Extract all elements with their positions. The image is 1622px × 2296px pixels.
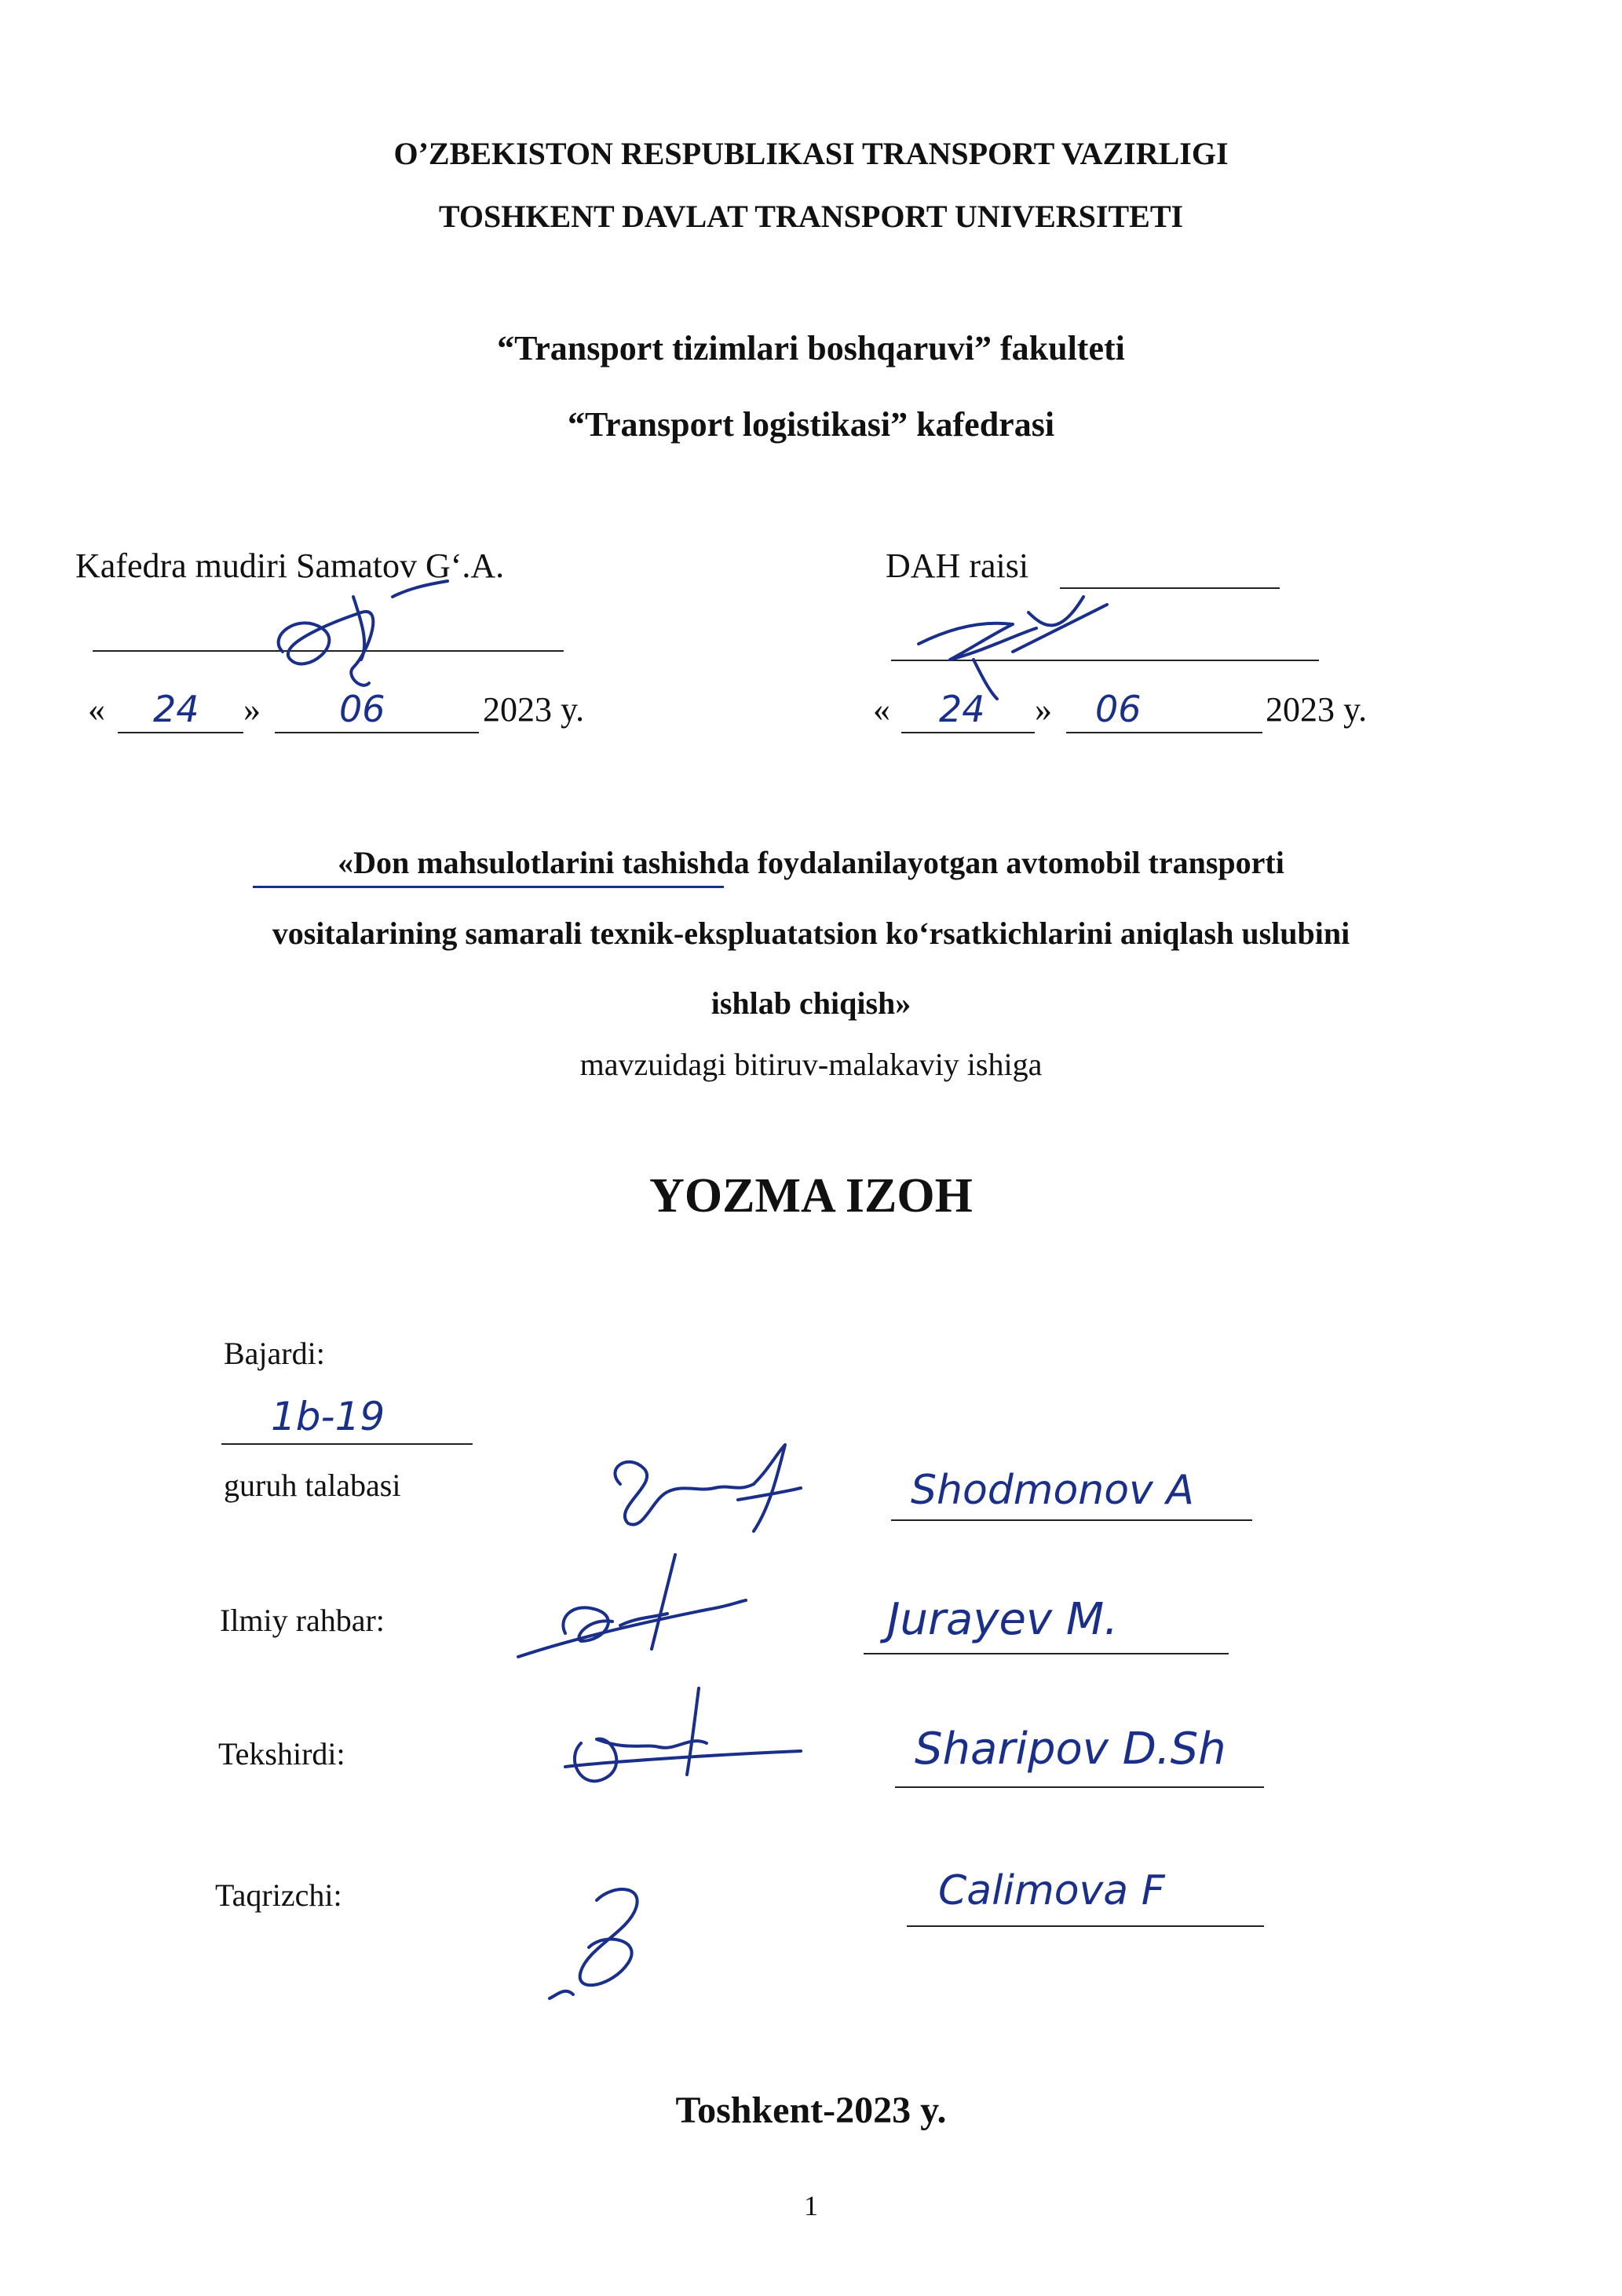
group-handwritten: 1b-19 (271, 1394, 385, 1439)
month-handwritten: 06 (339, 688, 385, 730)
bajardi-label: Bajardi: (224, 1336, 325, 1371)
student-signature (597, 1437, 809, 1547)
advisor-label: Ilmiy rahbar: (220, 1603, 385, 1638)
topic-subtitle: mavzuidagi bitiruv-malakaviy ishiga (579, 1047, 1043, 1082)
month-line (275, 732, 479, 733)
department-heading: “Transport logistikasi” kafedrasi (567, 405, 1055, 444)
dah-chair-label: DAH raisi (886, 547, 1029, 585)
city-year: Toshkent-2023 y. (675, 2089, 947, 2131)
advisor-signature (502, 1539, 754, 1665)
month-handwritten: 06 (1095, 688, 1142, 730)
university-heading: TOSHKENT DAVLAT TRANSPORT UNIVERSITETI (438, 199, 1184, 234)
checker-signature (550, 1680, 809, 1798)
page-number: 1 (804, 2190, 818, 2221)
day-line (118, 732, 243, 733)
year-label: 2023 y. (1266, 690, 1368, 729)
group-line (221, 1443, 473, 1445)
year-label: 2023 y. (483, 690, 585, 729)
day-handwritten: 24 (153, 688, 199, 730)
date-quote-close: » (1035, 690, 1052, 729)
topic-line-2: vositalarining samarali texnik-ekspluatatsion ko‘rsatkichlarini aniqlash uslubini (272, 916, 1350, 951)
day-handwritten: 24 (939, 688, 985, 730)
advisor-name: Jurayev M. (887, 1594, 1118, 1645)
date-quote-open: « (88, 690, 105, 729)
student-label: guruh talabasi (224, 1468, 401, 1503)
department-head-label: Kafedra mudiri Samatov G‘.A. (75, 547, 505, 585)
reviewer-signature (542, 1869, 683, 2002)
dah-chair-signature (903, 581, 1123, 707)
reviewer-name-line (907, 1925, 1264, 1927)
department-head-signature (251, 565, 463, 699)
day-line (901, 732, 1035, 733)
ministry-heading: O’ZBEKISTON RESPUBLIKASI TRANSPORT VAZIRLIGI (393, 136, 1229, 171)
advisor-name-line (864, 1653, 1229, 1654)
document-title: YOZMA IZOH (649, 1169, 973, 1223)
checker-label: Tekshirdi: (218, 1736, 345, 1771)
checker-name: Sharipov D.Sh (915, 1724, 1226, 1775)
faculty-heading: “Transport tizimlari boshqaruvi” fakulteti (497, 329, 1125, 367)
student-name: Shodmonov A (911, 1467, 1194, 1514)
checker-name-line (895, 1786, 1264, 1788)
topic-hand-underline (253, 886, 724, 888)
date-quote-close: » (243, 690, 261, 729)
reviewer-label: Taqrizchi: (215, 1877, 342, 1913)
topic-line-3: ishlab chiqish» (711, 985, 911, 1021)
student-name-line (891, 1519, 1252, 1521)
date-quote-open: « (873, 690, 890, 729)
topic-line-1: «Don mahsulotlarini tashishda foydalanilayotgan avtomobil transporti (338, 845, 1284, 880)
reviewer-name: Calimova F (938, 1867, 1165, 1914)
month-line (1066, 732, 1262, 733)
